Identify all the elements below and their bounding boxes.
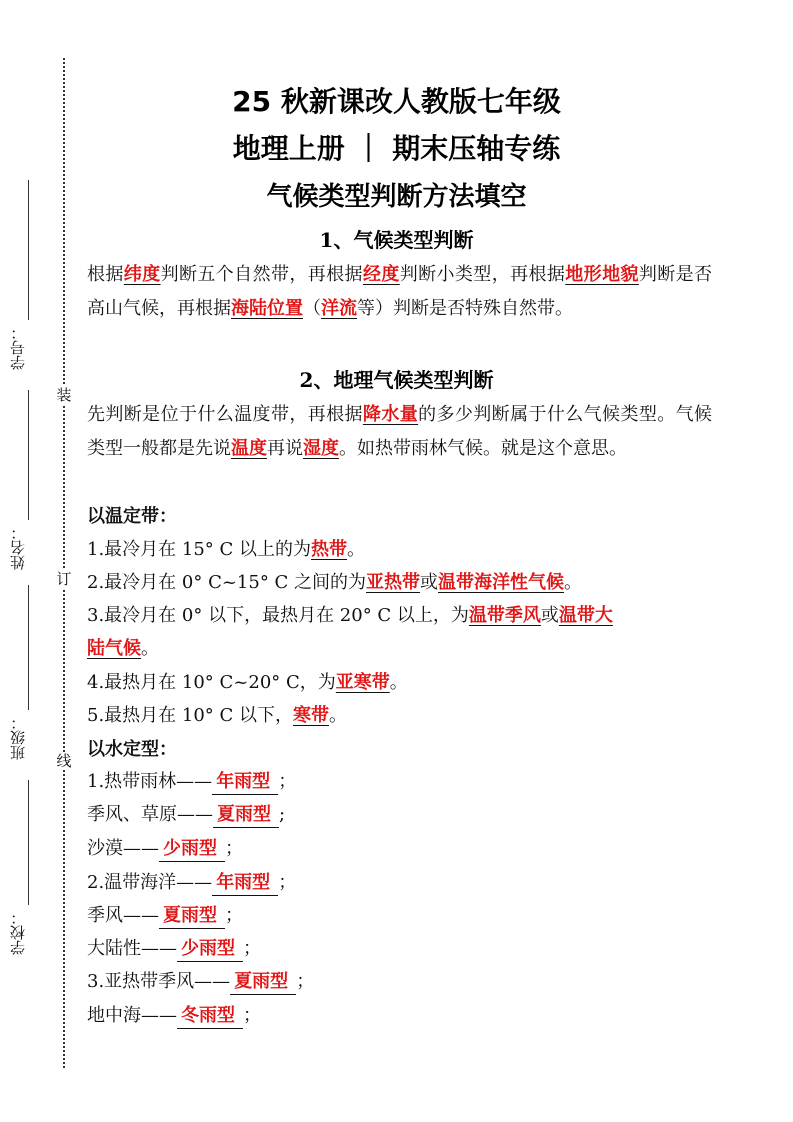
s1-answer-latitude: 纬度 <box>123 264 161 285</box>
temp-rule-3-answer-2a: 温带大 <box>558 605 613 626</box>
s2-answer-temperature: 温度 <box>231 438 267 459</box>
precip-rule-4 <box>87 868 727 898</box>
school-field[interactable] <box>8 780 28 970</box>
precip-rule-5-text: 季风—— <box>87 905 159 926</box>
s1-text-5: （ <box>303 298 321 319</box>
s2-answer-humidity: 湿度 <box>303 438 339 459</box>
title-line-2: 地理上册 ｜ 期末压轴专练 <box>232 132 561 165</box>
temp-rule-4-text: 4.最热月在 10° C~20° C，为 <box>87 672 336 693</box>
s2-text-3: 再说 <box>267 438 303 459</box>
temp-rule-2-or: 或 <box>420 572 439 593</box>
school-label: 学校： <box>9 910 27 955</box>
temp-rule-3-answer-2b: 陆气候 <box>87 638 141 659</box>
s1-answer-terrain: 地形地貌 <box>565 264 639 285</box>
s1-text-3: 判断小类型，再根据 <box>399 264 566 285</box>
temp-rule-3 <box>87 601 727 631</box>
school-underline <box>28 780 29 905</box>
section-2-paragraph <box>87 398 712 466</box>
temp-rule-4-answer: 亚寒带 <box>335 672 390 693</box>
student-id-label: 学号： <box>9 325 27 370</box>
page-subtitle: 气候类型判断方法填空 <box>266 182 527 212</box>
precip-rule-1-text: 1.热带雨林—— <box>87 771 213 792</box>
s1-answer-land-sea: 海陆位置 <box>231 298 303 319</box>
s2-text-2: 的多少判断属于什么气候类型。气候类型一般都是先说 <box>87 404 713 459</box>
precip-rule-8-suffix: ； <box>243 1005 261 1026</box>
section-1-paragraph <box>87 258 712 326</box>
precip-rule-2-text: 季风、草原—— <box>87 804 213 825</box>
temp-rule-5-answer: 寒带 <box>293 705 330 726</box>
student-name-underline <box>28 390 29 520</box>
precip-rule-3-answer: 少雨型 <box>163 838 217 859</box>
temp-rule-1-text: 1.最冷月在 15° C 以上的为 <box>87 539 312 560</box>
temp-rule-2 <box>87 568 727 598</box>
temp-rule-3-text: 3.最冷月在 0° 以下，最热月在 20° C 以上，为 <box>87 605 469 626</box>
precip-rule-4-answer: 年雨型 <box>216 872 271 893</box>
student-id-underline <box>28 180 29 320</box>
precip-rule-6-text: 大陆性—— <box>87 938 177 959</box>
precip-rule-7-answer: 夏雨型 <box>234 971 289 992</box>
temp-rule-2-answer-2: 温带海洋性气候 <box>438 572 565 593</box>
precip-rule-4-blank <box>212 871 278 896</box>
binding-char-xian: 线 <box>56 752 72 770</box>
s2-answer-precipitation: 降水量 <box>362 404 419 425</box>
precip-rule-1-blank <box>212 770 278 795</box>
s2-text-4: 。如热带雨林气候。就是这个意思。 <box>339 438 627 459</box>
temp-rule-3-answer-1: 温带季风 <box>468 605 541 626</box>
section-1-heading: 1、气候类型判断 <box>319 228 474 252</box>
temp-rule-5-text: 5.最热月在 10° C 以下， <box>87 705 294 726</box>
s2-text-1: 先判断是位于什么温度带，再根据 <box>87 404 363 425</box>
s1-answer-ocean-current: 洋流 <box>321 298 357 319</box>
precip-rule-4-text: 2.温带海洋—— <box>87 872 213 893</box>
temp-rule-3-continued <box>87 634 727 664</box>
precip-rule-8-answer: 冬雨型 <box>181 1005 235 1026</box>
precip-rule-3-suffix: ； <box>225 838 243 859</box>
binding-char-ding: 订 <box>56 570 72 588</box>
precip-rule-8-text: 地中海—— <box>87 1005 177 1026</box>
precip-rule-2-blank <box>213 803 279 828</box>
precipitation-heading: 以水定型： <box>87 739 177 760</box>
precip-rule-7-suffix: ； <box>296 971 315 992</box>
precip-rule-1-answer: 年雨型 <box>216 771 271 792</box>
class-field[interactable] <box>8 585 28 775</box>
s1-text-2: 判断五个自然带，再根据 <box>160 264 363 285</box>
temp-rule-3-suffix: 。 <box>141 638 159 659</box>
student-name-field[interactable] <box>8 380 28 570</box>
precip-rule-8-blank <box>177 1004 243 1029</box>
student-id-field[interactable] <box>8 180 28 380</box>
title-line-1: 25 秋新课改人教版七年级 <box>232 85 561 118</box>
precip-rule-1-suffix: ； <box>278 771 297 792</box>
temp-rule-1-answer: 热带 <box>311 539 348 560</box>
precip-rule-6-answer: 少雨型 <box>181 938 235 959</box>
temp-rule-2-suffix: 。 <box>564 572 583 593</box>
precip-rule-7 <box>87 967 727 997</box>
precip-rule-6-blank <box>177 937 243 962</box>
precip-rule-3-blank <box>159 837 225 862</box>
s1-text-1: 根据 <box>87 264 124 285</box>
binding-char-zhuang: 装 <box>56 386 72 404</box>
temp-rule-4-suffix: 。 <box>389 672 408 693</box>
temp-rule-2-text: 2.最冷月在 0° C~15° C 之间的为 <box>87 572 367 593</box>
precip-rule-2-suffix: ; <box>279 804 286 825</box>
s1-text-6: 等）判断是否特殊自然带。 <box>357 298 573 319</box>
precip-rule-5-blank <box>159 904 225 929</box>
precip-rule-7-text: 3.亚热带季风—— <box>87 971 231 992</box>
precip-rule-5-suffix: ； <box>225 905 243 926</box>
section-2-heading: 2、地理气候类型判断 <box>299 368 494 392</box>
temp-rule-3-or: 或 <box>540 605 559 626</box>
temp-rule-4 <box>87 668 727 698</box>
s1-answer-longitude: 经度 <box>362 264 400 285</box>
temp-rule-5 <box>87 701 727 731</box>
precip-rule-1 <box>87 767 727 797</box>
precip-rule-5 <box>87 901 727 931</box>
temperature-heading: 以温定带： <box>87 506 177 527</box>
precip-rule-4-suffix: ； <box>278 872 297 893</box>
precip-rule-2-answer: 夏雨型 <box>217 804 271 825</box>
student-name-label: 姓名： <box>9 525 27 570</box>
precip-rule-3-text: 沙漠—— <box>87 838 159 859</box>
precip-rule-3 <box>87 834 727 864</box>
precip-rule-5-answer: 夏雨型 <box>163 905 217 926</box>
temp-rule-5-suffix: 。 <box>329 705 348 726</box>
precip-rule-6-suffix: ； <box>243 938 261 959</box>
precip-rule-7-blank <box>230 970 296 995</box>
temp-rule-2-answer-1: 亚热带 <box>366 572 421 593</box>
precip-rule-8 <box>87 1001 727 1031</box>
s1-text-4: 判断是否高山气候，再根据 <box>87 264 713 319</box>
temp-rule-1-suffix: 。 <box>347 539 366 560</box>
class-underline <box>28 585 29 710</box>
precip-rule-2 <box>87 800 727 830</box>
temp-rule-1 <box>87 535 727 565</box>
precip-rule-6 <box>87 934 727 964</box>
class-label: 班级： <box>9 715 27 760</box>
